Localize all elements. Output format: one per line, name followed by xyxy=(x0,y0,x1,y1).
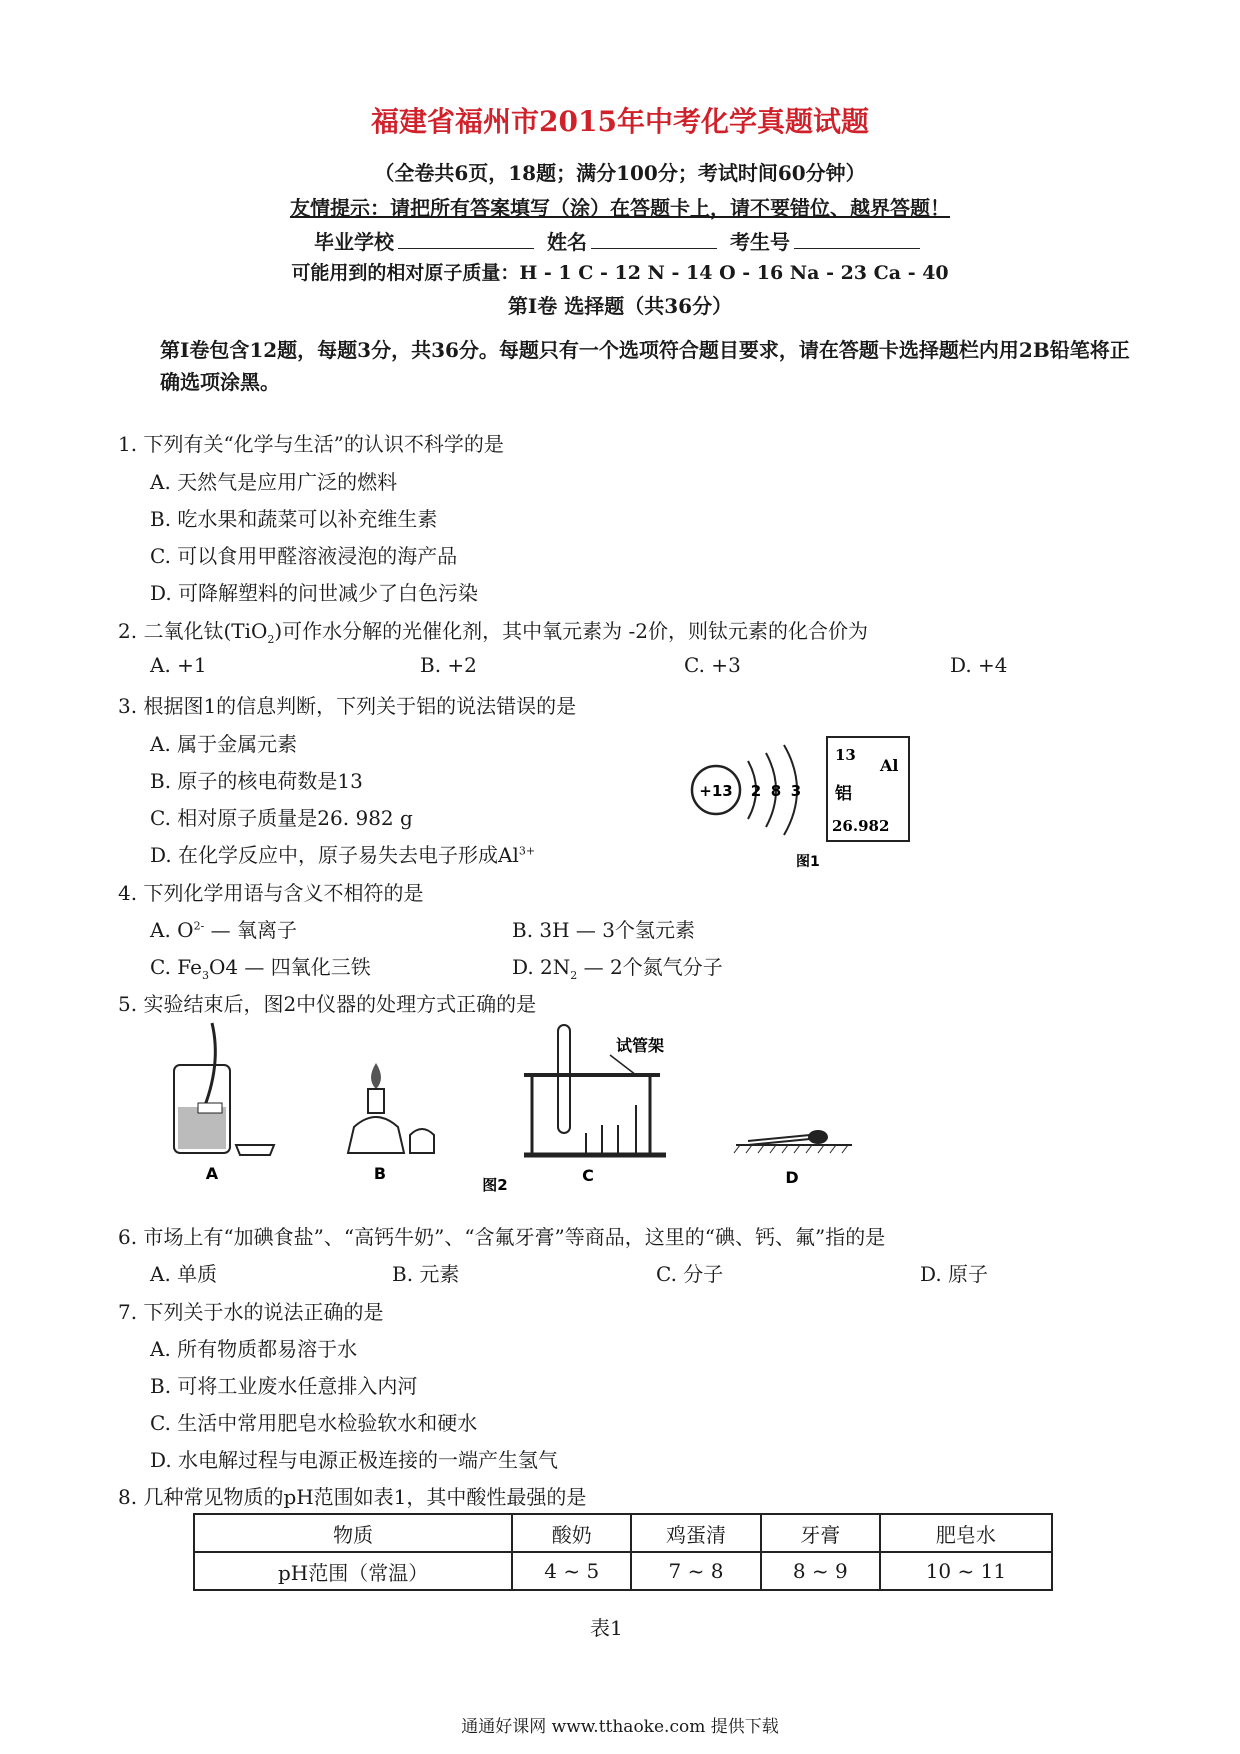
q2-option-c: C. +3 xyxy=(684,653,741,677)
table-row xyxy=(194,1552,1052,1590)
atomic-mass-line: 可能用到的相对原子质量：H - 1 C - 12 N - 14 O - 16 Na - 23 Ca - 40 xyxy=(291,262,949,284)
ph-range-table xyxy=(193,1513,1053,1591)
q4-option-d-pre: D. 2N xyxy=(512,955,571,979)
q3-option-c: C. 相对原子质量是26. 982 g xyxy=(150,806,413,830)
figure-1-caption: 图1 xyxy=(796,854,820,870)
question-5-stem: 5. 实验结束后，图2中仪器的处理方式正确的是 xyxy=(118,992,537,1016)
name-blank[interactable] xyxy=(591,230,717,249)
q6-option-c: C. 分子 xyxy=(656,1262,724,1286)
q2-option-b: B. +2 xyxy=(420,653,477,677)
question-3-stem: 3. 根据图1的信息判断，下列关于铝的说法错误的是 xyxy=(118,694,577,718)
element-name: 铝 xyxy=(835,784,852,804)
question-4-stem: 4. 下列化学用语与含义不相符的是 xyxy=(118,881,424,905)
table-cell: 8 ~ 9 xyxy=(761,1552,880,1590)
q7-option-a: A. 所有物质都易溶于水 xyxy=(150,1337,358,1361)
exam-info: （全卷共6页，18题；满分100分；考试时间60分钟） xyxy=(374,161,866,185)
table-cell: 10 ~ 11 xyxy=(880,1552,1052,1590)
name-label: 姓名 xyxy=(547,230,587,254)
q6-option-d: D. 原子 xyxy=(920,1262,989,1286)
exam-number-blank[interactable] xyxy=(794,230,920,249)
candidate-fields xyxy=(0,226,1240,255)
section-title: 第Ⅰ卷 选择题（共36分） xyxy=(507,294,733,318)
q4-option-d-sub: 2 xyxy=(570,969,578,982)
q6-option-b: B. 元素 xyxy=(392,1262,460,1286)
q4-option-d-post: — 2个氮气分子 xyxy=(577,955,723,979)
element-symbol: Al xyxy=(880,756,899,775)
q3-option-d xyxy=(150,839,535,868)
q7-option-c: C. 生活中常用肥皂水检验软水和硬水 xyxy=(150,1411,478,1435)
table-cell: 7 ~ 8 xyxy=(631,1552,761,1590)
friendly-tip xyxy=(0,192,1240,221)
question-6-stem: 6. 市场上有“加碘食盐”、“高钙牛奶”、“含氟牙膏”等商品，这里的“碘、钙、氟”指的是 xyxy=(118,1225,886,1249)
friendly-tip-text: 友情提示：请把所有答案填写（涂）在答题卡上，请不要错位、越界答题！ xyxy=(290,196,950,220)
table-1-caption: 表1 xyxy=(590,1616,623,1640)
q4-option-a-charge: 2- xyxy=(193,919,205,933)
q1-option-b: B. 吃水果和蔬菜可以补充维生素 xyxy=(150,507,438,531)
apparatus-c-label: C xyxy=(582,1166,594,1185)
table-header-cell: 酸奶 xyxy=(512,1514,631,1552)
q2-stem-post: )可作水分解的光催化剂，其中氧元素为 -2价，则钛元素的化合价为 xyxy=(274,619,869,643)
nucleus-charge: +13 xyxy=(699,782,733,800)
apparatus-d-label: D xyxy=(785,1168,799,1187)
figure-2-apparatus xyxy=(140,1015,960,1195)
apparatus-b-alcohol-lamp xyxy=(348,1063,434,1153)
question-8-stem: 8. 几种常见物质的pH范围如表1，其中酸性最强的是 xyxy=(118,1485,587,1509)
question-2-stem xyxy=(118,615,868,646)
q3-option-d-charge: 3+ xyxy=(518,844,536,858)
q3-option-a: A. 属于金属元素 xyxy=(150,732,298,756)
q7-option-d: D. 水电解过程与电源正极连接的一端产生氢气 xyxy=(150,1448,559,1472)
q2-stem-sub: 2 xyxy=(267,633,275,646)
q1-option-c: C. 可以食用甲醛溶液浸泡的海产品 xyxy=(150,544,458,568)
q6-option-a: A. 单质 xyxy=(150,1262,218,1286)
exam-number-label: 考生号 xyxy=(729,230,790,254)
question-7-stem: 7. 下列关于水的说法正确的是 xyxy=(118,1300,384,1324)
atomic-mass: 26.982 xyxy=(832,817,890,835)
apparatus-b-label: B xyxy=(373,1164,387,1183)
school-blank[interactable] xyxy=(398,230,534,249)
figure-1-aluminum-diagram xyxy=(680,735,940,870)
q4-option-c-sub: 3 xyxy=(201,969,209,982)
atomic-number: 13 xyxy=(835,746,856,764)
q4-option-a-pre: A. O xyxy=(150,918,194,942)
question-1-stem: 1. 下列有关“化学与生活”的认识不科学的是 xyxy=(118,432,504,456)
q2-stem-pre: 2. 二氧化钛(TiO xyxy=(118,619,268,643)
q4-option-c xyxy=(150,951,371,982)
table-header-cell: 物质 xyxy=(194,1514,512,1552)
q2-option-a: A. +1 xyxy=(150,653,207,677)
table-header-cell: 牙膏 xyxy=(761,1514,880,1552)
apparatus-a-reagent-bottle xyxy=(174,1023,274,1155)
q1-option-a: A. 天然气是应用广泛的燃料 xyxy=(150,470,398,494)
table-header-cell: 鸡蛋清 xyxy=(631,1514,761,1552)
apparatus-a-label: A xyxy=(205,1164,219,1183)
q2-option-d: D. +4 xyxy=(950,653,1008,677)
q1-option-d: D. 可降解塑料的问世减少了白色污染 xyxy=(150,581,479,605)
q7-option-b: B. 可将工业废水任意排入内河 xyxy=(150,1374,418,1398)
table-cell: pH范围（常温） xyxy=(194,1552,512,1590)
q3-option-b: B. 原子的核电荷数是13 xyxy=(150,769,363,793)
rack-label: 试管架 xyxy=(616,1036,665,1055)
table-header-cell: 肥皂水 xyxy=(880,1514,1052,1552)
q4-option-d xyxy=(512,951,723,982)
shell-3-electrons: 3 xyxy=(790,782,802,800)
figure-2-caption: 图2 xyxy=(482,1176,508,1194)
page-footer: 通通好课网 www.tthaoke.com 提供下载 xyxy=(461,1717,779,1737)
table-header-row xyxy=(194,1514,1052,1552)
table-cell: 4 ~ 5 xyxy=(512,1552,631,1590)
school-label: 毕业学校 xyxy=(314,230,395,254)
shell-2-electrons: 8 xyxy=(770,782,782,800)
section-instructions: 第Ⅰ卷包含12题，每题3分，共36分。每题只有一个选项符合题目要求，请在答题卡选择题栏内用2B铅笔将正确选项涂黑。 xyxy=(160,338,1130,394)
q4-option-c-pre: C. Fe xyxy=(150,955,202,979)
shell-1-electrons: 2 xyxy=(750,782,762,800)
q4-option-a-post: — 氧离子 xyxy=(204,918,297,942)
q3-option-d-text: D. 在化学反应中，原子易失去电子形成Al xyxy=(150,843,519,867)
q4-option-c-post: O4 — 四氧化三铁 xyxy=(208,955,371,979)
page-title: 福建省福州市2015年中考化学真题试题 xyxy=(371,105,869,138)
q4-option-a xyxy=(150,914,297,943)
apparatus-d-dropper xyxy=(734,1130,852,1153)
q4-option-b: B. 3H — 3个氢元素 xyxy=(512,918,696,942)
